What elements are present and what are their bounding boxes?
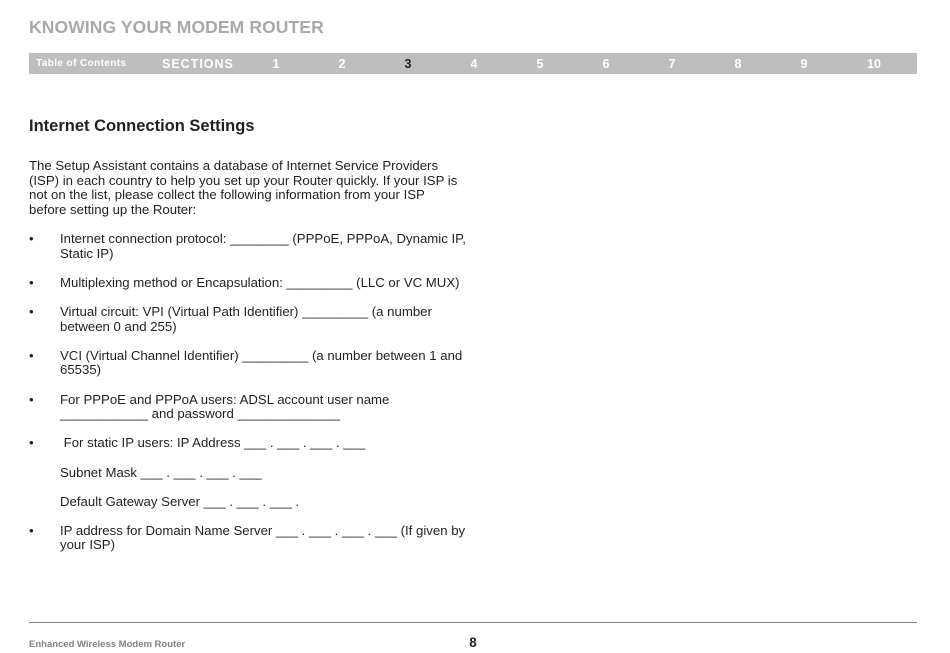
section-link-9[interactable]: 9 xyxy=(800,57,808,71)
page-number: 8 xyxy=(469,635,477,650)
bullet-text: For PPPoE and PPPoA users: ADSL account user name ____________ and password ______________ xyxy=(60,391,390,422)
intro-paragraph: The Setup Assistant contains a database of Internet Service Providers (ISP) in each country to help you set up your Router quickly. If your ISP is not on the list, please collect the following information from your ISP before setting up the Router: xyxy=(29,158,458,217)
bullet-icon: • xyxy=(29,391,34,407)
isp-info-list xyxy=(29,232,469,568)
bullet-text: IP address for Domain Name Server ___ . ___ . ___ . ___ (If given by your ISP) xyxy=(60,522,466,553)
page-header-title: KNOWING YOUR MODEM ROUTER xyxy=(29,17,324,37)
section-link-8[interactable]: 8 xyxy=(734,57,742,71)
bullet-icon: • xyxy=(29,522,34,538)
bullet-icon: • xyxy=(29,303,34,319)
bullet-text: Internet connection protocol: ________ (PPPoE, PPPoA, Dynamic IP, Static IP) xyxy=(60,231,466,261)
section-link-10[interactable]: 10 xyxy=(867,57,881,71)
list-item xyxy=(29,524,469,553)
sections-label: SECTIONS xyxy=(162,57,234,71)
bullet-icon: • xyxy=(29,347,34,363)
list-item xyxy=(29,349,469,378)
default-gateway-line: Default Gateway Server ___ . ___ . ___ . xyxy=(60,493,299,509)
footer-product-name: Enhanced Wireless Modem Router xyxy=(29,639,186,650)
list-item xyxy=(29,232,469,261)
list-item xyxy=(29,436,469,451)
section-link-6[interactable]: 6 xyxy=(602,57,610,71)
section-link-5[interactable]: 5 xyxy=(536,57,544,71)
section-link-2[interactable]: 2 xyxy=(338,57,346,71)
section-nav-bar xyxy=(29,53,917,74)
bullet-text: VCI (Virtual Channel Identifier) _________ (a number between 1 and 65535) xyxy=(60,347,463,378)
bullet-text: Virtual circuit: VPI (Virtual Path Identifier) _________ (a number between 0 and 255) xyxy=(60,303,432,334)
section-link-4[interactable]: 4 xyxy=(470,57,478,71)
section-link-7[interactable]: 7 xyxy=(668,57,676,71)
section-heading: Internet Connection Settings xyxy=(29,117,255,135)
bullet-icon: • xyxy=(29,435,34,451)
footer-divider xyxy=(29,622,917,623)
bullet-icon: • xyxy=(29,231,34,246)
table-of-contents-link[interactable]: Table of Contents xyxy=(36,58,127,69)
list-item xyxy=(29,393,469,422)
list-item xyxy=(29,305,469,334)
section-link-1[interactable]: 1 xyxy=(272,57,280,71)
bullet-text: For static IP users: IP Address ___ . ___ . ___ . ___ xyxy=(60,435,366,451)
bullet-icon: • xyxy=(29,274,34,290)
list-item xyxy=(29,276,469,291)
bullet-text: Multiplexing method or Encapsulation: _________ (LLC or VC MUX) xyxy=(60,274,460,290)
subnet-mask-line: Subnet Mask ___ . ___ . ___ . ___ xyxy=(60,464,262,480)
section-link-3-current[interactable]: 3 xyxy=(404,57,412,71)
